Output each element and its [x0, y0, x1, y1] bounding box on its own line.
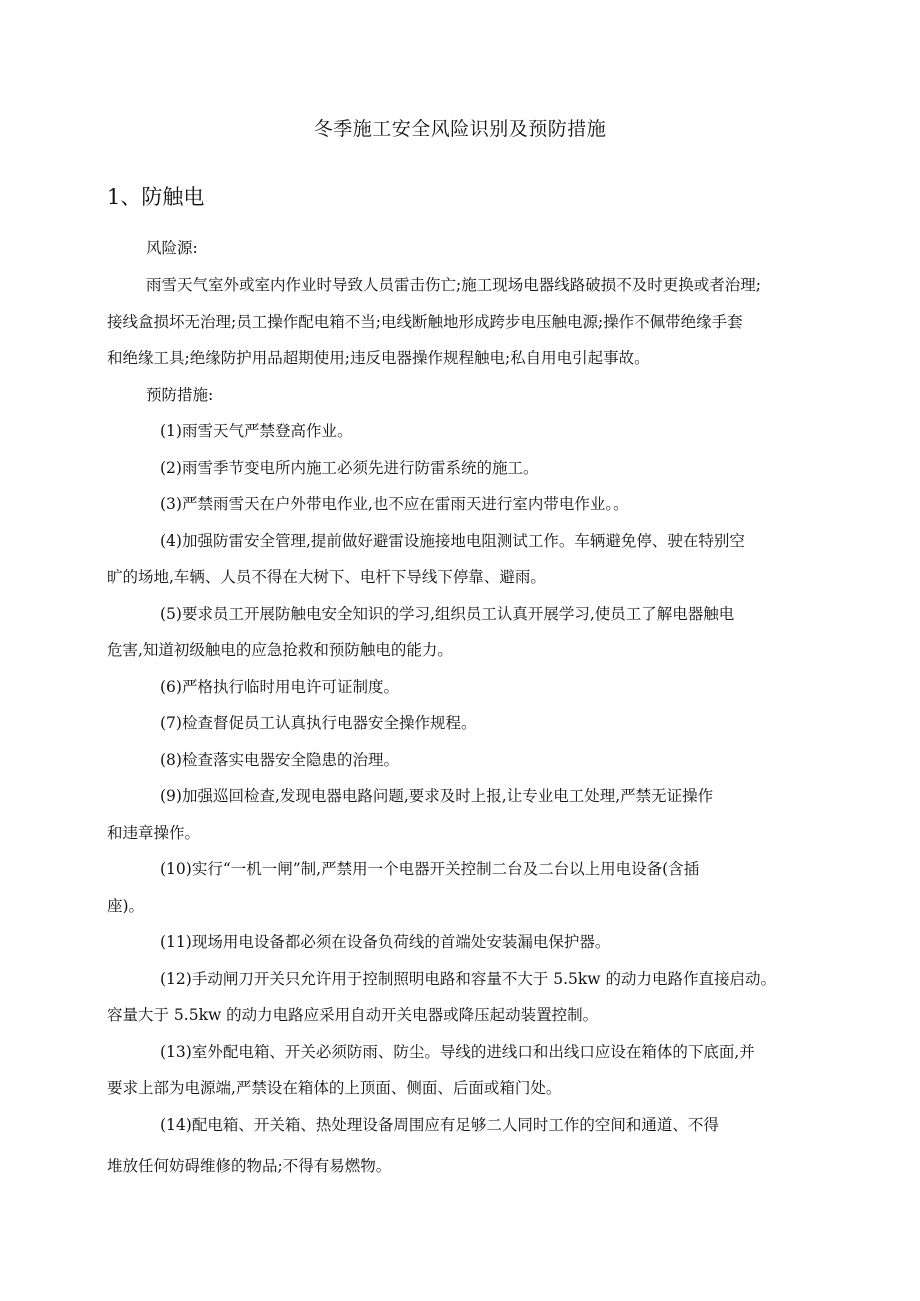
section-heading: 1、防触电 — [107, 185, 205, 209]
measure-item: (7)检查督促员工认真执行电器安全操作规程。 — [160, 714, 477, 732]
measure-item: (1)雨雪天气严禁登高作业。 — [160, 422, 353, 440]
measure-item: (6)严格执行临时用电许可证制度。 — [160, 678, 399, 696]
measure-item: (14)配电箱、开关箱、热处理设备周围应有足够二人同时工作的空间和通道、不得 — [160, 1116, 719, 1134]
risk-line: 和绝缘工具;绝缘防护用品超期使用;违反电器操作规程触电;私自用电引起事故。 — [107, 349, 650, 367]
prevention-label: 预防措施: — [146, 386, 214, 404]
risk-line: 接线盒损坏无治理;员工操作配电箱不当;电线断触地形成跨步电压触电源;操作不佩带绝缘手套 — [107, 313, 743, 331]
measure-item: (3)严禁雨雪天在户外带电作业,也不应在雷雨天进行室内带电作业。。 — [160, 495, 629, 513]
document-title: 冬季施工安全风险识别及预防措施 — [313, 118, 607, 140]
measure-item-continuation: 和违章操作。 — [107, 824, 201, 842]
measure-item: (2)雨雪季节变电所内施工必须先进行防雷系统的施工。 — [160, 459, 539, 477]
measure-item-continuation: 旷的场地,车辆、人员不得在大树下、电杆下导线下停靠、避雨。 — [107, 568, 546, 586]
measure-item-continuation: 座)。 — [107, 897, 145, 915]
measure-item: (8)检查落实电器安全隐患的治理。 — [160, 751, 399, 769]
risk-label: 风险源: — [146, 239, 198, 257]
measure-item: (9)加强巡回检查,发现电器电路问题,要求及时上报,让专业电工处理,严禁无证操作 — [160, 787, 714, 805]
measure-item: (13)室外配电箱、开关必须防雨、防尘。导线的进线口和出线口应设在箱体的下底面,并 — [160, 1043, 755, 1061]
risk-line: 雨雪天气室外或室内作业时导致人员雷击伤亡;施工现场电器线路破损不及时更换或者治理; — [146, 276, 761, 294]
measure-item: (4)加强防雷安全管理,提前做好避雷设施接地电阻测试工作。车辆避免停、驶在特别空 — [160, 532, 745, 550]
measure-item-continuation: 要求上部为电源端,严禁设在箱体的上顶面、侧面、后面或箱门处。 — [107, 1079, 562, 1097]
measure-item: (10)实行“一机一闸”制,严禁用一个电器开关控制二台及二台以上用电设备(含插 — [160, 860, 700, 878]
measure-item: (12)手动闸刀开关只允许用于控制照明电路和容量不大于 5.5kw 的动力电路作直接启动。 — [160, 970, 776, 988]
measure-item-continuation: 堆放任何妨碍维修的物品;不得有易燃物。 — [107, 1157, 392, 1175]
measure-item: (5)要求员工开展防触电安全知识的学习,组织员工认真开展学习,使员工了解电器触电 — [160, 605, 735, 623]
measure-item-continuation: 危害,知道初级触电的应急抢救和预防触电的能力。 — [107, 641, 453, 659]
measure-item-continuation: 容量大于 5.5kw 的动力电路应采用自动开关电器或降压起动装置控制。 — [107, 1006, 599, 1024]
measure-item: (11)现场用电设备都必须在设备负荷线的首端处安装漏电保护器。 — [160, 933, 611, 951]
